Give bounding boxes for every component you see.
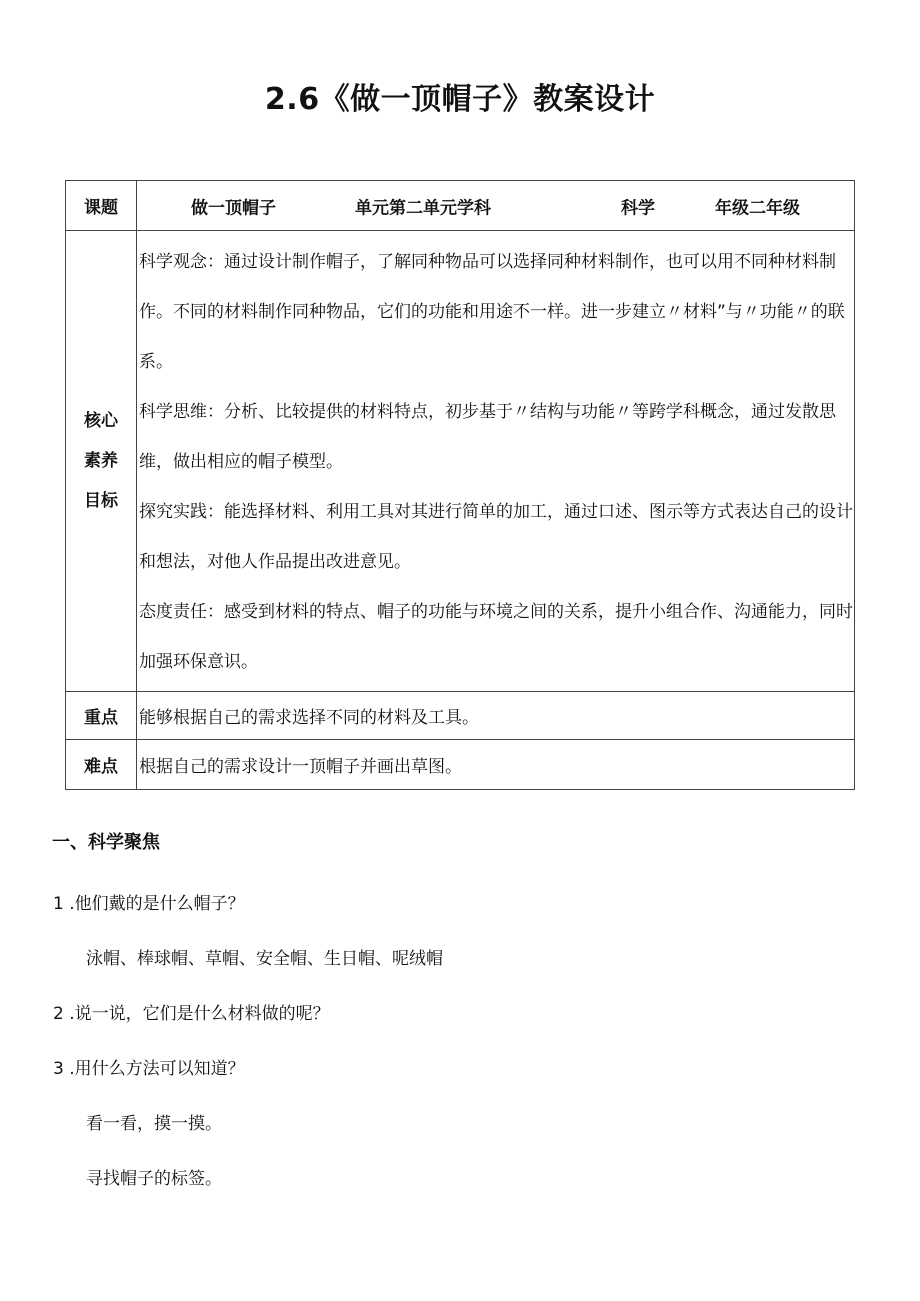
unit-subject-label: 单元第二单元学科 — [355, 198, 491, 218]
subject-value: 科学 — [621, 198, 655, 218]
difficulty-value: 根据自己的需求设计一顶帽子并画出草图。 — [137, 740, 855, 790]
section-heading: 一、科学聚焦 — [52, 832, 160, 853]
topic-label: 课题 — [66, 181, 137, 231]
answer-3-line-1: 看一看，摸一摸。 — [86, 1114, 222, 1134]
key-point-row — [66, 692, 855, 740]
table-header-row — [66, 181, 855, 231]
goals-label-line: 核心 — [84, 411, 118, 431]
grade-label: 年级二年级 — [715, 198, 800, 218]
difficulty-row — [66, 740, 855, 790]
goal-inquiry-practice: 探究实践：能选择材料、利用工具对其进行简单的加工，通过口述、图示等方式表达自己的设计和想法，对他人作品提出改进意见。 — [139, 502, 853, 572]
header-info-cell — [137, 181, 855, 231]
difficulty-label: 难点 — [66, 740, 137, 790]
question-3: 3 .用什么方法可以知道？ — [53, 1059, 245, 1079]
goals-label-line: 目标 — [84, 491, 118, 511]
goals-label-line: 素养 — [84, 451, 118, 471]
goals-label — [66, 231, 137, 692]
question-1: 1 .他们戴的是什么帽子？ — [53, 894, 245, 914]
answer-3-line-2: 寻找帽子的标签。 — [86, 1169, 222, 1189]
key-point-value: 能够根据自己的需求选择不同的材料及工具。 — [137, 692, 855, 740]
goal-attitude-responsibility: 态度责任：感受到材料的特点、帽子的功能与环境之间的关系，提升小组合作、沟通能力，同时加强环保意识。 — [139, 602, 853, 672]
question-2: 2 .说一说，它们是什么材料做的呢？ — [53, 1004, 330, 1024]
goals-content — [137, 231, 855, 692]
page-title: 2.6《做一顶帽子》教案设计 — [264, 82, 656, 117]
goal-scientific-thinking: 科学思维：分析、比较提供的材料特点，初步基于〃结构与功能〃等跨学科概念，通过发散思维，做出相应的帽子模型。 — [139, 402, 836, 472]
lesson-plan-table — [65, 180, 855, 790]
answer-1: 泳帽、棒球帽、草帽、安全帽、生日帽、呢绒帽 — [86, 949, 443, 969]
goals-row — [66, 231, 855, 692]
goal-scientific-concept: 科学观念：通过设计制作帽子，了解同种物品可以选择同种材料制作，也可以用不同种材料制作。不同的材料制作同种物品，它们的功能和用途不一样。进一步建立〃材料”与〃功能〃的联系。 — [139, 252, 845, 372]
key-point-label: 重点 — [66, 692, 137, 740]
topic-value: 做一顶帽子 — [191, 198, 276, 218]
